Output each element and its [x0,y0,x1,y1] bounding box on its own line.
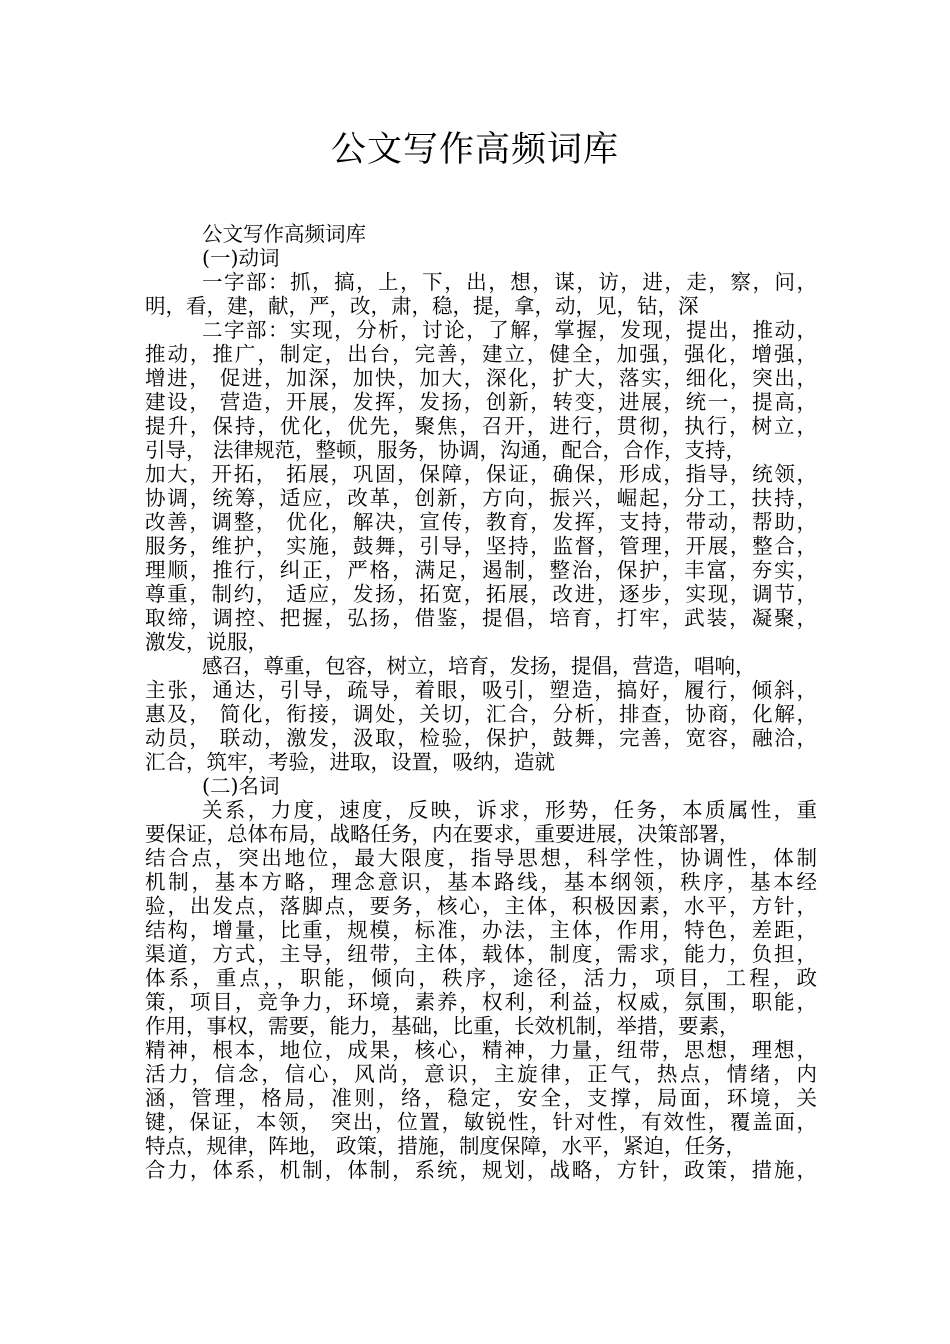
text-line: 激发，说服， [145,630,268,654]
text-line: 汇合，筑牢，考验，进取，设置，吸纳，造就 [145,750,555,774]
text-line: 取缔，调控、把握，弘扬，借鉴，提倡，培育，打牢，武装，凝聚， [145,606,817,630]
text-line: 建设， 营造，开展，发挥，发扬，创新，转变，进展，统一，提高， [145,390,817,414]
text-line: 提升，保持，优化，优先，聚焦，召开，进行，贯彻，执行，树立， [145,414,817,438]
text-line: 渠道，方式，主导，纽带，主体，载体，制度，需求，能力，负担， [145,942,817,966]
text-line: 主张，通达，引导，疏导，着眼，吸引，塑造，搞好，履行，倾斜， [145,678,817,702]
text-line: 二字部：实现，分析，讨论，了解，掌握，发现，提出，推动， [202,318,817,342]
text-line: 增进， 促进，加深，加快，加大，深化，扩大，落实，细化，突出， [145,366,817,390]
text-line: (一)动词 [202,246,280,270]
text-line: 特点，规律，阵地， 政策，措施，制度保障，水平，紧迫，任务， [145,1134,747,1158]
text-line: 明，看，建，献，严，改，肃，稳，提，拿，动，见，钻，深 [145,294,699,318]
text-line: 键，保证，本领， 突出，位置，敏锐性，针对性，有效性，覆盖面， [145,1110,817,1134]
text-line: 精神，根本，地位，成果，核心，精神，力量，纽带，思想，理想， [145,1038,817,1062]
text-line: 引导， 法律规范，整顿，服务，协调，沟通，配合，合作，支持， [145,438,747,462]
text-line: 感召，尊重，包容，树立，培育，发扬，提倡，营造，唱响， [202,654,756,678]
text-line: 公文写作高频词库 [202,222,366,246]
text-line: 机制，基本方略，理念意识，基本路线，基本纲领，秩序，基本经 [145,870,817,894]
text-line: 涵，管理，格局，准则，络，稳定，安全，支撑，局面，环境，关 [145,1086,817,1110]
text-line: 尊重，制约， 适应，发扬，拓宽，拓展，改进，逐步，实现，调节， [145,582,817,606]
text-line: 改善，调整， 优化，解决，宣传，教育，发挥，支持，带动，帮助， [145,510,817,534]
text-line: 体系，重点，，职能，倾向，秩序，途径，活力，项目，工程，政 [145,966,817,990]
document-body [145,222,817,1182]
text-line: 验，出发点，落脚点，要务，核心，主体，积极因素，水平，方针， [145,894,817,918]
text-line: 结构，增量，比重，规模，标准，办法，主体，作用，特色，差距， [145,918,817,942]
text-line: 关系，力度，速度，反映，诉求，形势，任务，本质属性，重 [202,798,817,822]
text-line: 活力，信念，信心，风尚，意识，主旋律，正气，热点，情绪，内 [145,1062,817,1086]
text-line: 推动，推广，制定，出台，完善，建立，健全，加强，强化，增强， [145,342,817,366]
text-line: 合力，体系，机制，体制，系统，规划，战略，方针，政策，措施， [145,1158,817,1182]
text-line: (二)名词 [202,774,280,798]
text-line: 理顺，推行，纠正，严格，满足，遏制，整治，保护，丰富，夯实， [145,558,817,582]
document-title: 公文写作高频词库 [330,130,619,170]
text-line: 服务，维护， 实施，鼓舞，引导，坚持，监督，管理，开展，整合， [145,534,817,558]
text-line: 一字部：抓，搞，上，下，出，想，谋，访，进，走，察，问， [202,270,817,294]
text-line: 要保证，总体布局，战略任务，内在要求，重要进展，决策部署， [145,822,740,846]
text-line: 结合点，突出地位，最大限度，指导思想，科学性，协调性，体制 [145,846,817,870]
text-line: 动员， 联动，激发，汲取，检验，保护，鼓舞，完善，宽容，融洽， [145,726,817,750]
text-line: 作用，事权，需要，能力，基础，比重，长效机制，举措，要素， [145,1014,740,1038]
text-line: 惠及， 简化，衔接，调处，关切，汇合，分析，排查，协商，化解， [145,702,817,726]
text-line: 策，项目，竞争力，环境，素养，权利，利益，权威，氛围，职能， [145,990,817,1014]
text-line: 加大，开拓， 拓展，巩固，保障，保证，确保，形成，指导，统领， [145,462,817,486]
text-line: 协调，统筹，适应，改革，创新，方向，振兴，崛起，分工，扶持， [145,486,817,510]
